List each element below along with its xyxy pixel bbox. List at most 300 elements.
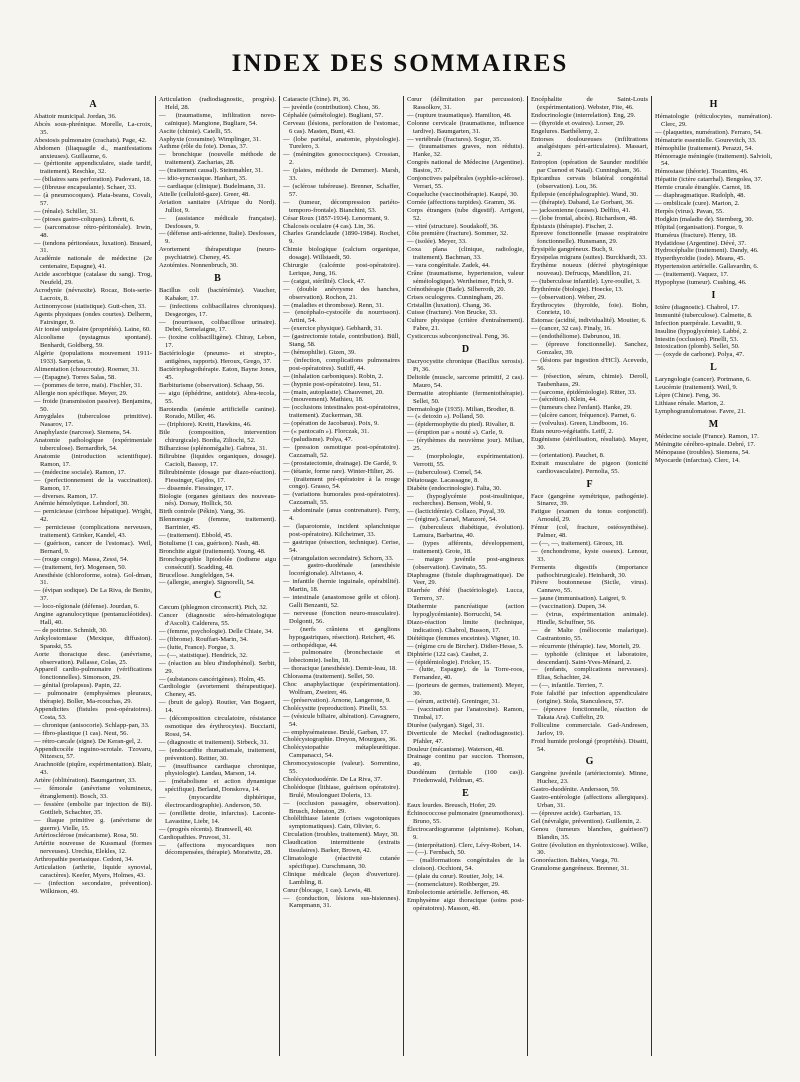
section-letter: M xyxy=(708,418,719,430)
index-entry: — maigre juvénile post-angineux (observation). Cavinato, 55. xyxy=(407,555,524,571)
index-entry: Médecine sociale (France). Ramon, 17. xyxy=(655,432,759,440)
index-entry: Gonoréaction. Babies, Vaega, 70. xyxy=(531,857,619,865)
index-entry: Diathermie pancréatique (action hypoglycémiante). Borrucchi, 54. xyxy=(407,603,524,619)
index-entry: — (types afférents, développement, traitement). Grote, 18. xyxy=(407,539,524,555)
index-entry: — (malformations congénitales de la cloison). Occhioni, 54. xyxy=(407,857,524,873)
index-entry: Abestosis pulmonaire (crachats). Page, 42. xyxy=(34,136,147,144)
index-entry: Asthme (rôle du foie). Donas, 37. xyxy=(159,143,248,151)
index-entry: Diazo-réaction limite (technique, indication). Chabrol, Busson, 17. xyxy=(407,619,524,634)
index-entry: — (oreillette droite, infarctus). Laconie-Lavastine, Liebr, 14. xyxy=(159,809,276,825)
index-entry: Circulation (troubles, traitement). Mayr, 30. xyxy=(283,831,399,839)
index-entry: — (infection, complications pulmonaires post-opératoires). Sutliff, 44. xyxy=(283,356,400,372)
index-entry: Corps étrangers (tube digestif). Arrigoni, 52. xyxy=(407,206,524,222)
section-letter: C xyxy=(213,590,222,602)
index-entry: Hématurie essentielle. Gourevitch, 33. xyxy=(655,136,757,144)
index-entry: — (occlusion passagère, observation). Brusch, Johnston, 29. xyxy=(283,799,400,815)
index-entry: Cristallin (luxation). Chang, 36. xyxy=(407,301,492,309)
index-entry: — (hémophilie). Gizen, 39. xyxy=(283,349,356,356)
index-entry: — (infections colibacillaires chroniques). Desgeorges, 17. xyxy=(159,302,276,318)
index-column xyxy=(155,96,279,1056)
index-entry: Folliculine commerciale. Gad-Andresen, Jarlov, 19. xyxy=(531,721,648,737)
index-entry: — (gastrectomie totale, contribution). Büll, Stang, 58. xyxy=(283,333,400,349)
index-entry: Crénothérapie (Bade). Silberroth, 20. xyxy=(407,285,506,293)
index-column xyxy=(403,96,527,1056)
index-entry: Méningite cérébro-spinale. Debré, 17. xyxy=(655,440,756,448)
index-entry: — (orientation). Pauchet, 8. xyxy=(531,451,605,459)
index-entry: — (ulcère cancer, fréquence). Parnet, 6. xyxy=(531,412,636,420)
index-entry: Coqueluche (vaccinothérapie). Kaupé, 30. xyxy=(407,190,519,198)
index-entry: Bilirubine (liquides organiques, dosage). Cacioli, Bassop, 17. xyxy=(159,452,276,468)
index-entry: — (méningites gonococciques). Crossian, 2. xyxy=(283,151,400,167)
index-entry: Lymphogranulomatose. Favre, 21. xyxy=(655,407,746,415)
index-entry: Charles Grandclaude (1890-1984). Rochet, 9. xyxy=(283,230,400,246)
index-entry: Hydrocéphalie (traitement). Dandy, 46. xyxy=(655,247,759,255)
index-entry: Hépatite (ictère catarrhal). Bengolea, 37. xyxy=(655,176,763,184)
index-entry: — (plaies, méthode de Demmer). Marsh, 33. xyxy=(283,167,400,183)
index-entry: — (hypoglycémie post-insulinique, recherches). Benson, Wohl, 9. xyxy=(407,492,524,508)
index-entry: — (volvulus). Green, Lindboom, 16. xyxy=(531,420,629,428)
index-entry: Anémie hémolytique. Lehndorf, 30. xyxy=(34,500,129,508)
index-entry: Leucémie (traitement). Weil, 9. xyxy=(655,384,738,392)
index-entry: — (péritonite appendiculaire, stade tardif, traitement). Reschke, 32. xyxy=(34,160,152,176)
index-entry: Bactériologie (pneumo- et strepto-, antigènes, rapports). Heroux, Grego, 37. xyxy=(159,350,276,366)
index-entry: — (rouge congo). Massa, Zessi, 54. xyxy=(34,555,129,563)
index-entry: Intoxication (plomb). Sellei, 50. xyxy=(655,343,740,351)
index-entry: — (sclérose tubéreuse). Brenner, Schaffer, 57. xyxy=(283,182,400,198)
index-entry: — (vésicule biliaire, altération). Cavagnero, 54. xyxy=(283,712,400,728)
index-entry: — nerveuse (fonction neuro-musculaire). Dolgonti, 56. xyxy=(283,609,400,625)
index-entry: — (double anévrysme des hanches, observation). Rochon, 21. xyxy=(283,285,400,301)
index-entry: — (—, —, traitement). Giroux, 18. xyxy=(531,539,624,547)
index-entry: — (nourrisson, colibacillose urinaire). Debré, Semelaigne, 17. xyxy=(159,318,276,334)
index-entry: Ictère (diagnostic). Chabrol, 17. xyxy=(655,303,740,311)
index-entry: Gastro-duodénite. Andersson, 59. xyxy=(531,786,620,794)
index-entry: — (paludisme). Polya, 47. xyxy=(283,435,353,443)
index-entry: — diverses. Ramon, 17. xyxy=(34,492,98,500)
index-entry: — (main, autoplastie). Chauvenet, 20. xyxy=(283,388,384,396)
index-entry: Académie nationale de médecine (2e centenaire, Espagne), 41. xyxy=(34,255,152,271)
index-entry: — (tuberculose). Comel, 54. xyxy=(407,468,483,476)
index-entry: — (toxine colibacilligène). Chiray, Lebon, 17. xyxy=(159,334,276,350)
index-entry: Embolectomie artérielle. Jefferson, 48. xyxy=(407,889,510,896)
index-entry: Cœur (blocage, 1 cas). Lewis, 48. xyxy=(283,886,372,894)
index-entry: Hématologie (réticulocytes, numération). Clerc, 29. xyxy=(655,113,772,128)
index-entry: — loco-régionale (défense). Jourdan, 6. xyxy=(34,603,139,611)
index-entry: — pernicieuse (cirrhose hépatique). Wright, 42. xyxy=(34,508,152,524)
index-entry: Allergie non spécifique. Meyer, 29. xyxy=(34,389,128,397)
index-entry: — (fibreuse encapsulante). Schaer, 33. xyxy=(34,184,137,192)
index-entry: — (affections myocardiques non décompensées, thérapie). Moratwitz, 28. xyxy=(159,841,276,857)
index-entry: — (variations humorales post-opératoires). Cazzamali, 55. xyxy=(283,491,400,507)
index-entry: — gastrique (résection, technique). Cerise, 54. xyxy=(283,538,400,554)
index-entry: — (vaccination par l'anatoxine). Ramon, Timbal, 17. xyxy=(407,705,524,721)
index-title: INDEX DES SOMMAIRES xyxy=(231,50,569,77)
index-entry: — (myocardite diphtérique, électrocardiographie). Anderson, 50. xyxy=(159,794,276,810)
section-letter: L xyxy=(710,362,717,374)
index-entry: — (sérum, activité). Greninger, 31. xyxy=(407,698,500,706)
index-entry: — (thérapie). Daband, Le Gorbant, 36. xyxy=(531,198,634,206)
index-entry: Avortement thérapeutique (neuro-psychiatrie). Cheney, 45. xyxy=(159,246,276,262)
index-entry: Clinique médicale (leçon d'ouverture). Lambling, 8. xyxy=(283,870,400,886)
index-entry: — (enchondrome, kyste osseux). Lenour, 33. xyxy=(531,547,648,563)
index-entry: Claudication intermittente (extraits tissulaires). Barker, Brown, 42. xyxy=(283,839,400,855)
index-entry: Chlorasma (traitement). Sellei, 50. xyxy=(283,673,375,681)
index-entry: Abcès sous-phrénique. Morelle, La-croix, 35. xyxy=(34,120,152,136)
index-entry: — (observation). Weber, 29. xyxy=(531,293,606,301)
section-letter: H xyxy=(709,99,718,110)
index-entry: Granulome gangréneux. Brenner, 31. xyxy=(531,865,629,873)
index-entry: — (vaccination). Dupen, 34. xyxy=(531,603,607,611)
index-entry: — (plaie du cœur). Routier, Joly, 14. xyxy=(407,873,504,881)
index-entry: — (encéphalo-cystocèle du nourrisson). Artini, 54. xyxy=(283,309,400,325)
index-entry: — intestinale (anastomose grêle et côlon). Galli Benzanti, 52. xyxy=(283,594,400,609)
index-entry: — (lutte, France). Forgue, 3. xyxy=(159,643,235,651)
index-entry: — fessière (embolie par injection de Bi). Gottlieb, Schachter, 35. xyxy=(34,800,152,816)
index-entry: — (lutte, Espagne). de la Torre-roos, Fernandez, 40. xyxy=(407,666,524,682)
index-entry: — fibro-plastique (1 cas). Neut, 56. xyxy=(34,729,129,737)
index-entry: — (interprétation). Clerc, Lévy-Robert, 14. xyxy=(407,841,522,849)
index-entry: Ferments digestifs (importance pathochirurgicale). Heinhardt, 30. xyxy=(531,563,648,579)
index-entry: Chalcosis oculaire (4 cas). Lin, 36. xyxy=(283,222,375,230)
index-entry: Anatomie pathologique (expérimentale tuberculose). Bernardbrk, 54. xyxy=(34,437,152,453)
index-entry: — (progrès récents). Bramwell, 40. xyxy=(159,825,253,833)
index-entry: — thoracique (anesthésie). Demir-leau, 18. xyxy=(283,665,397,673)
index-entry: Bilirubinémie (dosage par diazo-réaction). Fiessinger, Gajdos, 17. xyxy=(159,468,276,484)
index-entry: — (plaquettes, numération). Ferraro, 54. xyxy=(655,128,762,136)
index-entry: Amygdales (tuberculose primitive). Nasarov, 17. xyxy=(34,413,152,429)
index-entry: — (—, infantile. Terrien, 7. xyxy=(531,682,604,690)
index-entry: Hémophilie (traitement). Perazzi, 54. xyxy=(655,144,754,152)
index-entry: Cholélithiase latente (crises vagotoniques symptomatiques). Cain, Olivier, 6. xyxy=(283,815,400,831)
index-entry: — (épidémiologie). Fricker, 15. xyxy=(407,658,491,666)
index-entry: Abattoir municipal. Jordan, 36. xyxy=(34,113,117,120)
index-entry: — (nomenclature). Rothberger, 29. xyxy=(407,881,500,889)
index-entry: Bacillus coli (bactériémie). Vaucher, Kabaker, 17. xyxy=(159,286,276,302)
index-entry: Cholécystographie. Dreyon, Mourgues, 36. xyxy=(283,736,397,744)
index-entry: Diabète (endocrinologie). Falta, 30. xyxy=(407,484,502,492)
index-entry: Foie falsifié par infection appendiculaire (origine). Stola, Stanculescu, 57. xyxy=(531,690,648,706)
index-entry: Épistaxis (thérapie). Fischer, 2. xyxy=(531,222,614,230)
index-entry: — (épreuve fonctionnelle). Sanchez, Gonzalez, 39. xyxy=(531,341,648,356)
index-entry: Articulation (radiodiagnostic, progrès). Held, 28. xyxy=(159,96,276,111)
index-entry: Épreuve fonctionnelle (masse respiratoire fonctionnelle). Hunsmann, 29. xyxy=(531,230,648,246)
index-entry: — (endocardite rhumatismale, traitement, prévention). Reitter, 30. xyxy=(159,746,276,762)
index-entry: Humérus (fracture). Henry, 18. xyxy=(655,231,737,239)
index-entry: — (« detoxin »). Polland, 50. xyxy=(407,413,485,421)
index-entry: — de poitrine. Schmidt, 30. xyxy=(34,626,108,634)
index-entry: Genou (tumeurs blanches, guérison?) Blandin, 35. xyxy=(531,825,648,841)
index-entry: — (métabolisme et action dynamique spécifique). Berland, Donskova, 14. xyxy=(159,778,276,794)
section-letter: D xyxy=(461,344,470,356)
index-entry: — pernicieuse (complications nerveuses, traitement). Grinker, Kandel, 43. xyxy=(34,524,152,540)
index-entry: — (fibrome). Rouffart-Marin, 34. xyxy=(159,636,248,643)
index-entry: — vitré (structure). Soudakoff, 36. xyxy=(407,222,499,230)
index-entry: — (tuberculeux diabétique, évolution). Lamura, Barbarina, 40. xyxy=(407,524,524,540)
index-entry: Dermatite atrophiante (fermentothérapie). Sellei, 50. xyxy=(407,389,524,405)
index-entry: — juvénile (contribution). Chou, 36. xyxy=(283,103,380,111)
index-entry: — (substances cancérigènes). Holm, 45. xyxy=(159,675,266,683)
index-entry: Appareil cardio-pulmonaire (vérifications fonctionnelles). Simonson, 29. xyxy=(34,666,152,682)
index-entry: Biologie (organes génitaux des nouveau-nés). Dorsay, Hollick, 50. xyxy=(159,492,276,508)
index-entry: — chronique (anisocorie). Schlapp-pan, 33. xyxy=(34,721,150,729)
index-entry: Diphtérie (122 cas). Caubet, 2. xyxy=(407,650,489,658)
index-entry: Hémorragie méningée (traitement). Salvioli, 54. xyxy=(655,152,772,168)
index-entry: — gastro-duodénale (anesthésie locorégionale). Aliviasso, 4. xyxy=(283,562,400,578)
index-entry: — jacksonienne (causes). Delfito, 41. xyxy=(531,206,631,214)
index-entry: — (laparotomie, incident splanchnique post-opératoire). Kilcheimer, 33. xyxy=(283,522,400,538)
index-entry: Insuline (hypoglycémie). Labbé, 2. xyxy=(655,327,748,335)
index-entry: — (pression osmotique post-opératoire). Cazzamali, 52. xyxy=(283,443,400,459)
index-entry: Eugénisme (stérilisation, résultats). Mayer, 30. xyxy=(531,435,648,451)
index-entry: — froide (transmission passive). Benjamins, 50. xyxy=(34,397,152,413)
index-entry: Birth controle (Pékin). Yang, 36. xyxy=(159,508,246,516)
section-letter: G xyxy=(585,756,594,768)
index-entry: Échinococcose pulmonaire (pneumothorax). Bruno, 55. xyxy=(407,809,524,825)
index-entry: Arthropathie psoriasique. Cedoni, 34. xyxy=(34,856,134,864)
index-entry: Congrès national de Médecine (Argentine). Bastos, 37. xyxy=(407,159,524,175)
index-entry: Colonne cervicale (traumatisme, influence tardive). Baumgarten, 31. xyxy=(407,119,524,135)
index-entry: — (nerfs crâniens et ganglions hypogastriques, résection). Reichert, 46. xyxy=(283,625,400,641)
index-entry: Goitre (évolution en thyréotoxicose). Wilke, 30. xyxy=(531,841,648,857)
index-entry: Cerveau (lésions, perforation de l'estomac, 6 cas). Masten, Bunt, 43. xyxy=(283,119,400,135)
section-letter: E xyxy=(462,788,469,800)
index-entry: — (—). Fernbach, 50. xyxy=(407,849,466,857)
index-entry: Érysipèle gangréneux. Buch, 9. xyxy=(531,246,614,254)
index-entry: — (catgut, stérilité). Clock, 47. xyxy=(283,277,366,285)
index-entry: — (insuffisance cardiaque chronique, physiologie). Landau, Marson, 14. xyxy=(159,762,276,778)
section-letter: F xyxy=(586,478,593,490)
index-entry: Dermatologie (1935). Milian, Brodier, 8. xyxy=(407,405,515,413)
index-entry: — (sarcomatose rétro-péritonéale). Irwin, 48. xyxy=(34,223,152,239)
index-entry: Entropion (opération de Saunder modifiée par Cuenod et Natal). Cunningham, 36. xyxy=(531,159,648,175)
index-entry: Agents physiques (ondes courtes). Delherm, Fairsinger, 9. xyxy=(34,310,152,326)
index-entry: Électrocardiogramme (alpinisme). Kohan, 9. xyxy=(407,825,524,841)
index-entry: Chirurgie (calcémie post-opératoire). Lerique, Jung, 16. xyxy=(283,262,400,277)
index-entry: — ombilicale (cure). Marion, 2. xyxy=(655,199,740,207)
index-entry: — (traitement pré-opératoire à la rouge congo). Grasso, 54. xyxy=(283,475,400,491)
index-entry: — (maladies et thrombose). Renn, 31. xyxy=(283,301,384,309)
index-entry: Duodénum (irritable (100 cas)). Friedenwald, Feldman, 45. xyxy=(407,769,524,785)
index-entry: Appendicocèle inguino-scrotale. Tzovaru, Nitzescu, 57. xyxy=(34,745,152,761)
index-entry: — emphysémateuse. Brulé, Garban, 17. xyxy=(283,728,389,736)
index-entry: Laryngologie (cancer). Portmann, 6. xyxy=(655,376,751,384)
index-entry: Cholécystopathie métapleurétique. Campanacci, 54. xyxy=(283,744,400,760)
index-entry: — (virus, expérimentation animale). Hindle, Schuffner, 56. xyxy=(531,611,648,626)
index-entry: Hémostase (théorie). Tocantins, 46. xyxy=(655,168,749,176)
index-entry: — (bruit de galop). Routier, Van Bogaert, 14. xyxy=(159,699,276,715)
index-entry: — (allergie, anergie). Signorelli, 54. xyxy=(159,579,255,587)
index-entry: Endocrinologie (interrelation). Eng, 29. xyxy=(531,111,636,119)
index-entry: — iliaque primitive g. (anévrisme de guerre). Vielle, 15. xyxy=(34,816,152,832)
index-entry: — (conduction, lésions sus-hisiennes). Kampmann, 31. xyxy=(283,894,400,910)
index-entry: Air ionisé unipolaire (propriétés). Laine, 60. xyxy=(34,326,151,334)
index-entry: Froid humide prolongé (propriétés). Disatti, 54. xyxy=(531,737,648,753)
index-entry: — (enfants, complications nerveuses). Elias, Schachter, 24. xyxy=(531,666,648,682)
index-entry: Crâne (traumatisme, hypertension, valeur séméiologique). Wertheimer, Frich, 9. xyxy=(407,269,524,285)
index-entry: — orthopédique, 44. xyxy=(283,641,338,649)
index-entry: Fémur (col, fracture, ostéosynthèse). Palmer, 48. xyxy=(531,524,648,540)
index-entry: Détatouage. Lacassagne, 8. xyxy=(407,476,479,484)
index-entry: — (tumeurs chez l'enfant). Hanke, 29. xyxy=(531,404,632,412)
index-entry: — (évipan sodique). De La Riva, de Benito, 37. xyxy=(34,587,152,603)
index-entry: Engelures. Barthélemy, 2. xyxy=(531,127,600,135)
index-entry: Cholécystoduodénie. De La Riva, 37. xyxy=(283,775,383,783)
index-entry: — aigu (éphédrine, antidote). Abra-tecola, 55. xyxy=(159,389,276,405)
index-entry: — (épreuve fonctionnelle, réaction de Takata Ara). Cuffelin, 29. xyxy=(531,705,648,721)
index-entry: Aorte thoracique desc. (anévrisme, observation). Pallasse, Colas, 25. xyxy=(34,650,152,666)
index-entry: Douleur (mécanisme). Waterson, 48. xyxy=(407,745,504,753)
index-entry: Bronchite aiguë (traitement). Young, 48. xyxy=(159,547,266,555)
index-entry: — (occlusions intestinales post-opératoires, traitement). Zuckerman, 38. xyxy=(283,404,400,420)
index-entry: Gel (névralgie, prévention). Guillemin, 2. xyxy=(531,817,641,825)
index-entry: Cholédoque (lithiase, guérison opératoire). Brulé, Moulonguet Doleris, 13. xyxy=(283,783,400,799)
index-entry: Angine agranulocytique (pentanucléotides). Hall, 40. xyxy=(34,611,152,626)
section-letter: B xyxy=(214,272,221,284)
index-entry: — (régime). Caruel, Manzoré, 54. xyxy=(407,516,498,524)
index-entry: — (Iriphiore). Kreitt, Hawkins, 46. xyxy=(159,421,252,429)
index-column xyxy=(527,96,651,1056)
index-entry: — (médecine sociale). Ramon, 17. xyxy=(34,468,126,476)
index-entry: — rétro-cæcale (signe). De Keran-gel, 2. xyxy=(34,737,143,745)
index-entry: — typhoïde (clinique et laboratoire, descendant). Saint-Yves-Ménard, 2. xyxy=(531,650,648,666)
index-entry: — (tendons péritonéaux, luxation). Brasard, 31. xyxy=(34,239,152,255)
index-entry: Hernie crurale étranglée. Carnot, 18. xyxy=(655,184,752,192)
index-entry: Extrait musculaire de pigeon (tonicité cardiovasculaire). Pernolia, 55. xyxy=(531,459,648,475)
index-entry: — de Malte (mélioconie malarique). Castrantonio, 55. xyxy=(531,626,648,642)
index-entry: Acide ascorbique (catalase du sang). Trog, Neufeld, 29. xyxy=(34,271,152,287)
index-entry: Cysticercus subconjonctival. Feng, 36. xyxy=(407,333,510,341)
index-entry: Articulation (arthrite, liquide synovial, caractères). Keefer, Myers, Holmes, 43. xyxy=(34,864,152,879)
index-entry: — (épidermophytie du pied). Rivalier, 8. xyxy=(407,421,515,429)
index-entry: Anesthésie (chloroforme, soins). Gol-dman, 31. xyxy=(34,571,152,587)
index-entry: Cancer (diagnostic séro-hématologique d'Ascoli). Calderera, 55. xyxy=(159,612,276,628)
index-entry: Estomac (acidité, individualité). Moutier, 6. xyxy=(531,317,647,325)
index-column xyxy=(31,96,155,1056)
index-entry: Érythrémie (biologie). Hoecke, 13. xyxy=(531,285,624,293)
index-columns xyxy=(31,96,775,1056)
index-entry: — (tuberculose infantile). Lyre-roullet, 3. xyxy=(531,277,641,285)
index-entry: — (opération de Jacobæus). Poix, 9. xyxy=(283,420,379,428)
index-entry: — (prostatectomie, drainage). De Gardé, 9. xyxy=(283,459,398,467)
index-entry: — (guérison, cancer de l'estomac). Weil, Bernard, 9. xyxy=(34,539,152,555)
index-entry: Hodgkin (maladie de). Sternberg, 30. xyxy=(655,215,754,223)
index-entry: — (—, statistique). Hendrick, 32. xyxy=(159,651,248,659)
index-entry: Emphysème aigu thoracique (soins post-opératoires). Masson, 48. xyxy=(407,896,524,912)
index-entry: — bronchique (nouvelle méthode de traitement). Zacharias, 28. xyxy=(159,151,276,167)
index-entry: — (traitement, fer). Mogensen, 50. xyxy=(34,563,127,571)
index-entry: — (lobe pariétal, anatomie, physiologie). Turelero, 3. xyxy=(283,135,400,151)
index-entry: Gastro-entérologie (affections allergiques). Urban, 31. xyxy=(531,794,648,810)
index-entry: Gangrène juvénile (artériectomie). Minne, Huchez, 23. xyxy=(531,770,648,786)
index-entry: Ascite (chimie). Catelli, 55. xyxy=(159,127,233,135)
index-entry: Coxa plana (clinique, radiologie, traitement). Bachman, 33. xyxy=(407,246,524,262)
index-entry: — (porteurs de germes, traitement). Meyer, 30. xyxy=(407,682,524,698)
index-entry: — (pommes de terre, maïs). Fischler, 31. xyxy=(34,381,143,389)
index-entry: — (infection secondaire, prévention). Wilkinson, 49. xyxy=(34,879,152,895)
index-entry: — (inhalation carboniques). Robin, 2. xyxy=(283,372,384,380)
index-entry: Céphalée (séméiologie). Bugliani, 57. xyxy=(283,111,383,119)
index-entry: Érysipelas migrans (suites). Burckhardt, 33. xyxy=(531,254,647,262)
index-entry: — (à pneumocoques). Plata-beanu, Covali, 57. xyxy=(34,192,152,207)
index-entry: Ménopause (troubles). Siemens, 54. xyxy=(655,448,750,456)
index-entry: Épilepsie (encéphalographie). Wand, 30. xyxy=(531,190,639,198)
index-entry: — pulmonaire (emphysèmes pleuraux, thérapie). Boller, Ma-rcouchas, 29. xyxy=(34,690,152,706)
index-entry: — vertébrale (fractures). Sogur, 35. xyxy=(407,135,502,143)
index-entry: — (tétanie, forme rare). Winter-Hilter, 26. xyxy=(283,467,395,475)
index-entry: — génital (prolapsus). Papin, 22. xyxy=(34,682,122,690)
index-entry: Cæcum (phlegmon circonscrit). Pich, 32. xyxy=(159,604,268,612)
index-entry: — (traitement). Ebbold, 45. xyxy=(159,532,233,540)
index-entry: — (assistance médicale française). Desfosses, 9. xyxy=(159,214,276,230)
index-entry: — (érythèmes du neuvième jour). Milian, 25. xyxy=(407,437,524,453)
index-entry: — (biliaires sans perforation). Padovani, 18. xyxy=(34,176,152,184)
index-entry: — fémorale (anévrisme volumineux, étranglement). Bosch, 33. xyxy=(34,785,152,800)
index-entry: — (décomposition circulatoire, résistance osmotique des érythrocytes). Bucciarti, Rossi, 54. xyxy=(159,715,276,738)
index-entry: — (lobe frontal, abcès). Richardson, 48. xyxy=(531,214,638,222)
index-entry: — (ptoses gastro-coliques). Librett, 6. xyxy=(34,215,135,223)
index-entry: Actinomycose (statistique). Gutt-chen, 33. xyxy=(34,302,147,310)
index-entry: — diaphragmatique. Rudolph, 48. xyxy=(655,192,746,200)
index-entry: Diarrhée d'été (bactériologie). Lucca, Terrero, 37. xyxy=(407,587,524,603)
index-entry: — (strangulation secondaire). Schorn, 33. xyxy=(283,554,394,562)
index-entry: Alimentation (choucroute). Roemer, 31. xyxy=(34,366,140,373)
index-entry: — vara congénitale. Zadek, 44. xyxy=(407,262,490,270)
index-entry: Arachnoïde (piqûre, expérimentation). Blair, 43. xyxy=(34,761,152,777)
index-entry: — (défense anti-aérienne, Italie). Desfosses, 9. xyxy=(159,230,276,246)
index-entry: — (hypnie post-opératoire). Iesu, 51. xyxy=(283,380,381,388)
index-entry: Deltoïde (muscle, sarcome primitif, 2 cas). Mauro, 54. xyxy=(407,373,524,389)
index-entry: Entorses douloureuses (infiltrations analgésiques péri-articulaires). Massart, 2. xyxy=(531,135,648,159)
index-entry: Eaux lourdes. Breusch, Hofer, 29. xyxy=(407,802,497,810)
index-entry: Epicanthus cervais bilatéral congénital (observation). Lou, 36. xyxy=(531,175,648,190)
index-entry: Hôpital (organisation). Forgue, 9. xyxy=(655,223,744,231)
index-entry: Fièvre boutonneuse (Sicile, virus). Cannavo, 55. xyxy=(531,579,648,595)
index-entry: — idio-syncrasique. Hanhart, 35. xyxy=(159,175,247,183)
index-entry: César Roux (1857-1934). Lenormant, 9. xyxy=(283,214,390,222)
index-entry: — (tumeur, décompression pariéto-temporo-frontale). Bianchini, 53. xyxy=(283,198,400,214)
index-entry: Choc anaphylactique (expérimentation). Wolfram, Zweirer, 46. xyxy=(283,681,400,696)
index-entry: Cardiopathies. Pruvost, 31. xyxy=(159,833,231,841)
index-entry: Climatologie (réactivité cutanée spécifique). Curschmann, 30. xyxy=(283,855,400,870)
index-entry: — (épreuve acide). Gurbarian, 13. xyxy=(531,809,622,817)
index-entry: Barotendis (anémie artificielle canine). Rorado, Miller, 46. xyxy=(159,405,276,421)
section-letter: A xyxy=(89,99,97,110)
index-entry: Chromocystoscopie (valeur). Sorrentino, 55. xyxy=(283,760,400,776)
index-entry: Algérie (populations mouvement 1911-1933). Sarportas, 9. xyxy=(34,350,152,366)
index-entry: Diverticule de Meckel (radiodiagnostic). Pfahler, 47. xyxy=(407,729,524,745)
index-entry: — dissemée. Fiessinger, 17. xyxy=(159,484,234,492)
index-entry: Artériosclérose (mécanisme). Rosa, 50. xyxy=(34,832,138,840)
index-entry: Côte première (fracture). Sommer, 32. xyxy=(407,230,508,238)
index-entry: — jaune (immunisation). Laigret, 9. xyxy=(531,595,627,603)
index-entry: Cornée (affections turpides). Gramm, 36. xyxy=(407,198,516,206)
index-entry: Cataracte (Chine). Pi, 36. xyxy=(283,96,351,103)
index-entry: — (rénale). Schiller, 31. xyxy=(34,207,98,215)
index-entry: — (traumatisme, infiltration novo-caïnique). Mangione, Bugliare, 54. xyxy=(159,111,276,127)
index-entry: Cardiologie (avortement thérapeutique). Cheney, 45. xyxy=(159,683,276,699)
index-entry: — (morphologie, expérimentation). Verrotti, 55. xyxy=(407,452,524,468)
index-entry: Lithiase rénale. Marion, 2. xyxy=(655,400,725,407)
index-entry: Anatomie (introduction scientifique). Ramon, 17. xyxy=(34,452,152,468)
index-entry: — récurrente (thérapie). Iaw, Morteli, 29. xyxy=(531,642,641,650)
index-entry: — (diagnostic et traitement). Sirbeck, 31. xyxy=(159,738,269,746)
index-entry: — (préservation). Arnone, Langerone, 9. xyxy=(283,696,391,704)
index-entry: — (oxyde de carbone). Polya, 47. xyxy=(655,351,744,359)
index-entry: Abdomen (iliaquagile d., manifestations anxieuses). Guillaume, 6. xyxy=(34,144,152,160)
index-entry: États neuro-végétatifs. Leiff, 2. xyxy=(531,428,614,436)
index-entry: — (lacticidémie). Collazo, Puyal, 39. xyxy=(407,508,506,516)
index-entry: Intestin (occlusion). Pinelli, 53. xyxy=(655,335,739,343)
